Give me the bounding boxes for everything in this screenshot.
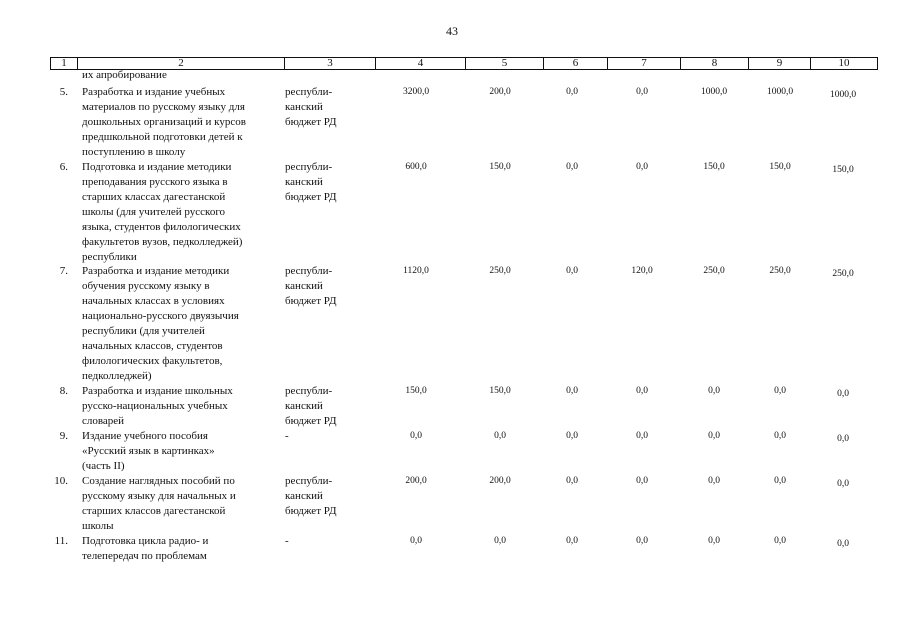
value-col-6: 0,0 bbox=[566, 87, 578, 97]
header-col-3: 3 bbox=[285, 58, 376, 69]
header-col-8: 8 bbox=[681, 58, 749, 69]
page-number: 43 bbox=[446, 24, 458, 38]
item-name-line: республики (для учителей bbox=[82, 325, 205, 337]
value-col-6: 0,0 bbox=[566, 266, 578, 276]
value-col-7: 120,0 bbox=[631, 266, 653, 276]
value-col-5: 150,0 bbox=[489, 386, 511, 396]
item-name-line: обучения русскому языку в bbox=[82, 280, 210, 292]
item-name-line: Разработка и издание методики bbox=[82, 265, 230, 277]
value-col-9: 150,0 bbox=[769, 162, 791, 172]
item-name-line: Разработка и издание школьных bbox=[82, 385, 233, 397]
value-col-5: 250,0 bbox=[489, 266, 511, 276]
value-col-5: 200,0 bbox=[489, 87, 511, 97]
funding-source-line: канский bbox=[285, 490, 323, 502]
row-number: 5. bbox=[59, 86, 68, 98]
header-col-5: 5 bbox=[466, 58, 544, 69]
item-name-line: начальных классов, студентов bbox=[82, 340, 223, 352]
row-number: 11. bbox=[54, 535, 68, 547]
value-col-7: 0,0 bbox=[636, 536, 648, 546]
header-col-2: 2 bbox=[78, 58, 285, 69]
item-name-line: предшкольной подготовки детей к bbox=[82, 131, 243, 143]
value-col-4: 600,0 bbox=[405, 162, 427, 172]
value-col-9: 0,0 bbox=[774, 431, 786, 441]
item-name-line: Создание наглядных пособий по bbox=[82, 475, 235, 487]
item-name-line: Подготовка цикла радио- и bbox=[82, 535, 209, 547]
header-col-9: 9 bbox=[749, 58, 811, 69]
value-col-8: 0,0 bbox=[708, 386, 720, 396]
value-col-8: 0,0 bbox=[708, 476, 720, 486]
value-col-6: 0,0 bbox=[566, 386, 578, 396]
header-col-1: 1 bbox=[51, 58, 78, 69]
value-col-4: 200,0 bbox=[405, 476, 427, 486]
value-col-7: 0,0 bbox=[636, 476, 648, 486]
value-col-5: 0,0 bbox=[494, 431, 506, 441]
value-col-6: 0,0 bbox=[566, 536, 578, 546]
value-col-5: 0,0 bbox=[494, 536, 506, 546]
header-col-4: 4 bbox=[376, 58, 466, 69]
value-col-8: 150,0 bbox=[703, 162, 725, 172]
item-name-line: (часть II) bbox=[82, 460, 125, 472]
value-col-8: 250,0 bbox=[703, 266, 725, 276]
funding-source-line: республи- bbox=[285, 385, 333, 397]
value-col-5: 150,0 bbox=[489, 162, 511, 172]
item-name-line: Издание учебного пособия bbox=[82, 430, 208, 442]
item-name-line: русскому языку для начальных и bbox=[82, 490, 236, 502]
value-col-9: 1000,0 bbox=[766, 87, 794, 97]
value-col-10: 250,0 bbox=[832, 269, 854, 279]
funding-source-line: республи- bbox=[285, 86, 333, 98]
item-name-line: старших классов дагестанской bbox=[82, 505, 226, 517]
header-col-6: 6 bbox=[544, 58, 608, 69]
funding-source-line: бюджет РД bbox=[285, 191, 337, 203]
value-col-10: 0,0 bbox=[837, 479, 849, 489]
item-name-line: русско-национальных учебных bbox=[82, 400, 228, 412]
value-col-4: 150,0 bbox=[405, 386, 427, 396]
value-col-9: 0,0 bbox=[774, 476, 786, 486]
header-col-10: 10 bbox=[838, 57, 850, 69]
value-col-8: 0,0 bbox=[708, 431, 720, 441]
value-col-4: 1120,0 bbox=[403, 266, 429, 276]
funding-source-line: республи- bbox=[285, 265, 333, 277]
continuation-text: их апробирование bbox=[82, 69, 167, 81]
value-col-6: 0,0 bbox=[566, 476, 578, 486]
value-col-10: 0,0 bbox=[837, 539, 849, 549]
item-name-line: национально-русского двуязычия bbox=[82, 310, 239, 322]
value-col-10: 150,0 bbox=[832, 165, 854, 175]
funding-source-line: канский bbox=[285, 176, 323, 188]
row-number: 8. bbox=[59, 385, 68, 397]
item-name-line: поступлению в школу bbox=[82, 146, 186, 158]
item-name-line: школы (для учителей русского bbox=[82, 206, 226, 218]
item-name-line: филологических факультетов, bbox=[82, 355, 223, 367]
table-header-row bbox=[50, 57, 878, 70]
item-name-line: начальных классах в условиях bbox=[82, 295, 225, 307]
funding-source-line: бюджет РД bbox=[285, 415, 337, 427]
item-name-line: языка, студентов филологических bbox=[82, 221, 241, 233]
item-name-line: дошкольных организаций и курсов bbox=[82, 116, 246, 128]
value-col-10: 0,0 bbox=[837, 389, 849, 399]
value-col-7: 0,0 bbox=[636, 431, 648, 441]
value-col-8: 1000,0 bbox=[700, 87, 728, 97]
value-col-5: 200,0 bbox=[489, 476, 511, 486]
value-col-7: 0,0 bbox=[636, 87, 648, 97]
funding-source-line: канский bbox=[285, 280, 323, 292]
funding-source-line: бюджет РД bbox=[285, 505, 337, 517]
row-number: 9. bbox=[59, 430, 68, 442]
funding-source-line: - bbox=[285, 430, 289, 442]
item-name-line: школы bbox=[82, 520, 114, 532]
value-col-9: 0,0 bbox=[774, 536, 786, 546]
item-name-line: словарей bbox=[82, 415, 125, 427]
value-col-6: 0,0 bbox=[566, 162, 578, 172]
funding-source-line: бюджет РД bbox=[285, 116, 337, 128]
item-name-line: старших классах дагестанской bbox=[82, 191, 226, 203]
funding-source-line: канский bbox=[285, 101, 323, 113]
row-number: 6. bbox=[59, 161, 68, 173]
value-col-9: 0,0 bbox=[774, 386, 786, 396]
value-col-8: 0,0 bbox=[708, 536, 720, 546]
value-col-9: 250,0 bbox=[769, 266, 791, 276]
value-col-6: 0,0 bbox=[566, 431, 578, 441]
item-name-line: Разработка и издание учебных bbox=[82, 86, 226, 98]
row-number: 10. bbox=[54, 475, 68, 487]
item-name-line: материалов по русскому языку для bbox=[82, 101, 245, 113]
item-name-line: факультетов вузов, педколледжей) bbox=[82, 236, 243, 248]
value-col-7: 0,0 bbox=[636, 386, 648, 396]
item-name-line: преподавания русского языка в bbox=[82, 176, 228, 188]
funding-source-line: республи- bbox=[285, 161, 333, 173]
item-name-line: республики bbox=[82, 251, 137, 263]
funding-source-line: бюджет РД bbox=[285, 295, 337, 307]
value-col-10: 1000,0 bbox=[829, 90, 857, 100]
row-number: 7. bbox=[59, 265, 68, 277]
value-col-4: 0,0 bbox=[410, 536, 422, 546]
value-col-7: 0,0 bbox=[636, 162, 648, 172]
item-name-line: Подготовка и издание методики bbox=[82, 161, 232, 173]
value-col-4: 3200,0 bbox=[402, 87, 430, 97]
value-col-10: 0,0 bbox=[837, 434, 849, 444]
value-col-4: 0,0 bbox=[410, 431, 422, 441]
item-name-line: педколледжей) bbox=[82, 370, 152, 382]
funding-source-line: - bbox=[285, 535, 289, 547]
funding-source-line: канский bbox=[285, 400, 323, 412]
item-name-line: «Русский язык в картинках» bbox=[82, 445, 215, 457]
funding-source-line: республи- bbox=[285, 475, 333, 487]
item-name-line: телепередач по проблемам bbox=[82, 550, 207, 562]
header-col-7: 7 bbox=[608, 58, 681, 69]
